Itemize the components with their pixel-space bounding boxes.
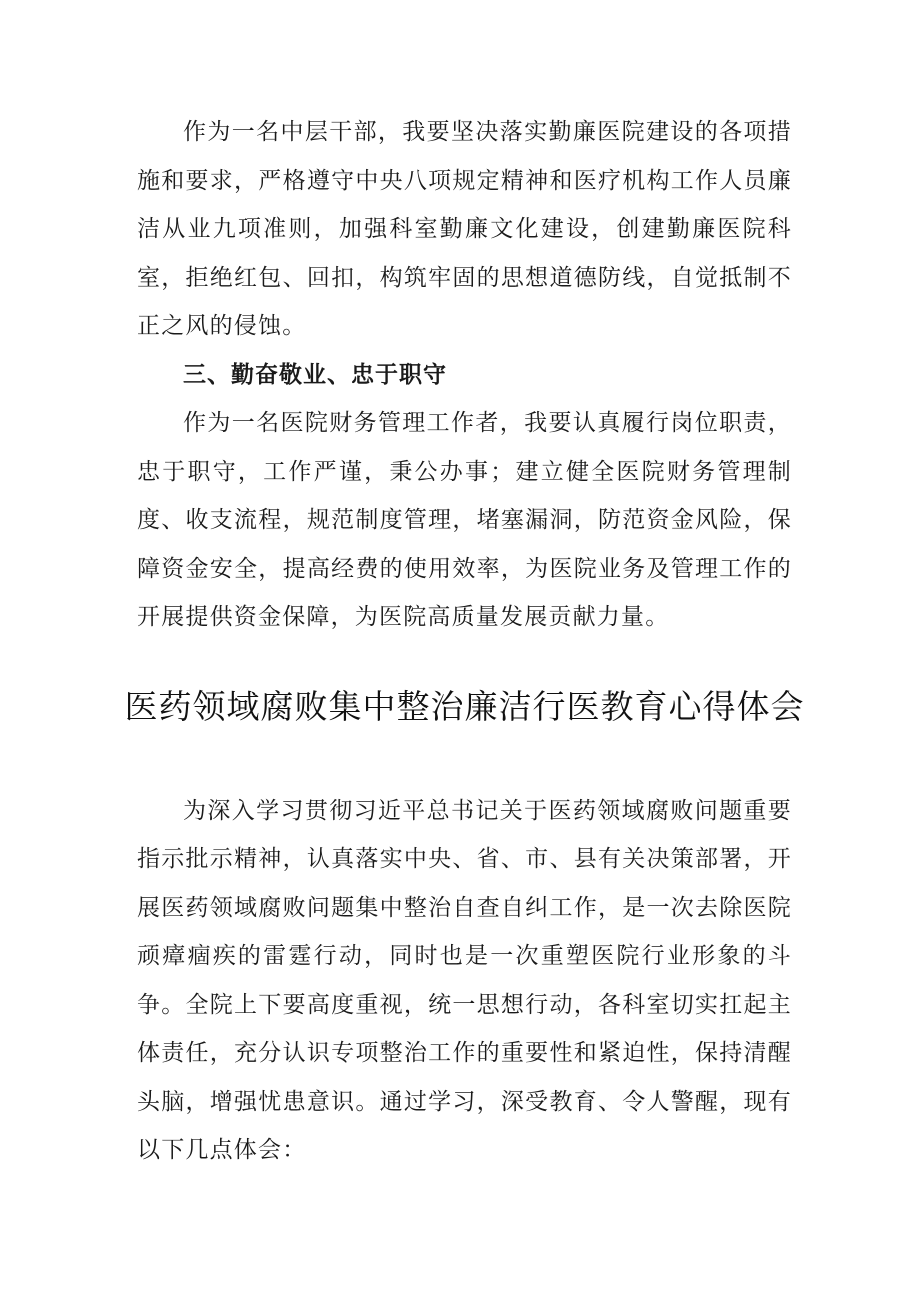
- article-title: 医药领域腐败集中整治廉洁行医教育心得体会: [124, 686, 805, 726]
- paragraph-integrity-measures: 作为一名中层干部，我要坚决落实勤廉医院建设的各项措施和要求，严格遵守中央八项规定精神和医疗机构工作人员廉洁从业九项准则，加强科室勤廉文化建设，创建勤廉医院科室，拒绝红包、回扣，构筑牢固的思想道德防线，自觉抵制不正之风的侵蚀。: [137, 119, 792, 339]
- paragraph-finance-duties: 作为一名医院财务管理工作者，我要认真履行岗位职责，忠于职守，工作严谨，秉公办事；建立健全医院财务管理制度、收支流程，规范制度管理，堵塞漏洞，防范资金风险，保障资金安全，提高经费的使用效率，为医院业务及管理工作的开展提供资金保障，为医院高质量发展贡献力量。: [137, 410, 792, 630]
- paragraph-intro: 为深入学习贯彻习近平总书记关于医药领域腐败问题重要指示批示精神，认真落实中央、省、市、县有关决策部署，开展医药领域腐败问题集中整治自查自纠工作，是一次去除医院顽瘴痼疾的雷霆行动，同时也是一次重塑医院行业形象的斗争。全院上下要高度重视，统一思想行动，各科室切实扛起主体责任，充分认识专项整治工作的重要性和紧迫性，保持清醒头脑，增强忧患意识。通过学习，深受教育、令人警醒，现有以下几点体会：: [137, 797, 792, 1163]
- document-page: [124, 108, 805, 1175]
- section-heading-diligence: 三、勤奋敬业、忠于职守: [183, 361, 447, 388]
